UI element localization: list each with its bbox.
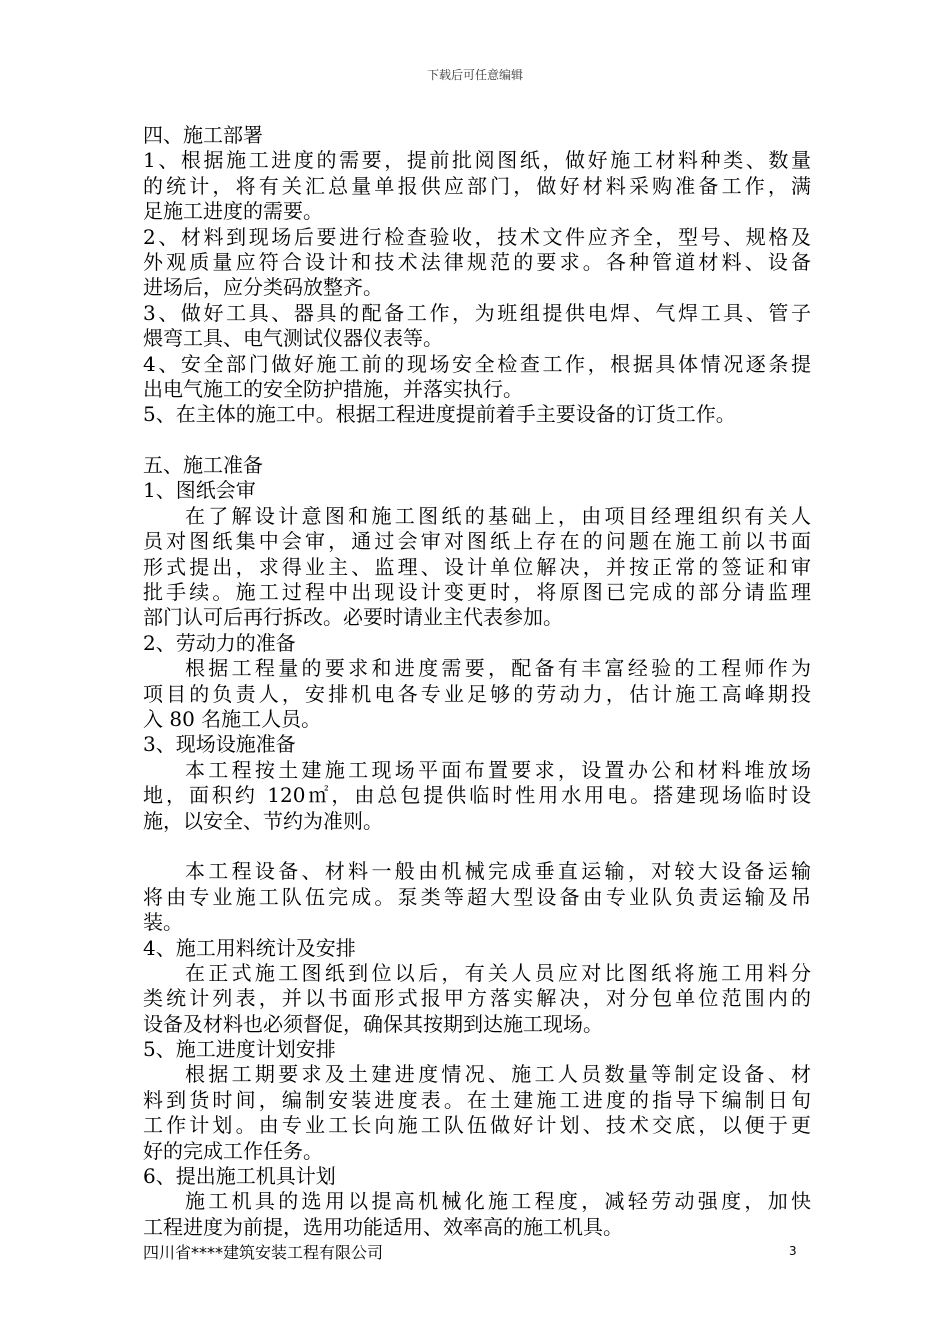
subsection-heading: 5、施工进度计划安排 [143,1037,336,1062]
paragraph-line: 根据工期要求及土建进度情况、施工人员数量等制定设备、材 [185,1062,811,1087]
paragraph-line: 足施工进度的需要。 [143,199,323,224]
document-body [143,123,811,1240]
paragraph-line: 根据工程量的要求和进度需要，配备有丰富经验的工程师作为 [185,656,811,681]
page-header-note: 下载后可任意编辑 [426,68,523,82]
paragraph-line: 工作计划。由专业工长向施工队伍做好计划、技术交底，以便于更 [143,1113,811,1138]
paragraph-line: 2、材料到现场后要进行检查验收，技术文件应齐全，型号、规格及 [143,224,811,249]
paragraph-line: 施工机具的选用以提高机械化施工程度，减轻劳动强度，加快 [185,1189,811,1214]
paragraph-line: 煨弯工具、电气测试仪器仪表等。 [143,326,443,351]
paragraph-line: 工程进度为前提，选用功能适用、效率高的施工机具。 [143,1214,623,1239]
paragraph-line: 料到货时间，编制安装进度表。在土建施工进度的指导下编制日旬 [143,1087,811,1112]
paragraph-line: 形式提出，求得业主、监理、设计单位解决，并按正常的签证和审 [143,554,811,579]
paragraph-line: 入 80 名施工人员。 [143,706,322,731]
paragraph-line: 本工程按土建施工现场平面布置要求，设置办公和材料堆放场 [185,757,811,782]
paragraph-line: 进场后，应分类码放整齐。 [143,275,383,300]
blank-line [143,428,811,453]
footer-company-name: 四川省****建筑安装工程有限公司 [143,1243,384,1262]
subsection-heading: 4、施工用料统计及安排 [143,935,356,960]
paragraph-line: 5、在主体的施工中。根据工程进度提前着手主要设备的订货工作。 [143,402,736,427]
paragraph-line: 地，面积约 120㎡，由总包提供临时性用水用电。搭建现场临时设 [143,783,811,808]
paragraph-line: 的统计，将有关汇总量单报供应部门，做好材料采购准备工作，满 [143,173,811,198]
paragraph-line: 1、根据施工进度的需要，提前批阅图纸，做好施工材料种类、数量 [143,148,811,173]
paragraph-line: 4、安全部门做好施工前的现场安全检查工作，根据具体情况逐条提 [143,351,811,376]
paragraph-line: 出电气施工的安全防护措施，并落实执行。 [143,376,523,401]
paragraph-line: 部门认可后再行拆改。必要时请业主代表参加。 [143,605,563,630]
paragraph-line: 好的完成工作任务。 [143,1138,323,1163]
paragraph-line: 3、做好工具、器具的配备工作，为班组提供电焊、气焊工具、管子 [143,300,811,325]
paragraph-line: 在正式施工图纸到位以后，有关人员应对比图纸将施工用料分 [185,960,811,985]
paragraph-line: 设备及材料也必须督促，确保其按期到达施工现场。 [143,1011,603,1036]
subsection-heading: 1、图纸会审 [143,478,256,503]
paragraph-line: 外观质量应符合设计和技术法律规范的要求。各种管道材料、设备 [143,249,811,274]
paragraph-line: 项目的负责人，安排机电各专业足够的劳动力，估计施工高峰期投 [143,681,811,706]
paragraph-line: 装。 [143,910,183,935]
paragraph-line: 员对图纸集中会审，通过会审对图纸上存在的问题在施工前以书面 [143,529,811,554]
paragraph-line: 批手续。施工过程中出现设计变更时，将原图已完成的部分请监理 [143,580,811,605]
paragraph-line: 在了解设计意图和施工图纸的基础上，由项目经理组织有关人 [185,503,811,528]
subsection-heading: 2、劳动力的准备 [143,630,296,655]
paragraph-line: 将由专业施工队伍完成。泵类等超大型设备由专业队负责运输及吊 [143,884,811,909]
paragraph-line: 本工程设备、材料一般由机械完成垂直运输，对较大设备运输 [185,859,811,884]
subsection-heading: 3、现场设施准备 [143,732,296,757]
blank-line [143,834,811,859]
section-title-4: 四、施工部署 [143,123,263,147]
subsection-heading: 6、提出施工机具计划 [143,1164,336,1189]
section-title-5: 五、施工准备 [143,453,263,478]
paragraph-line: 施，以安全、节约为准则。 [143,808,383,833]
paragraph-line: 类统计列表，并以书面形式报甲方落实解决，对分包单位范围内的 [143,986,811,1011]
page-number: 3 [789,1244,797,1258]
